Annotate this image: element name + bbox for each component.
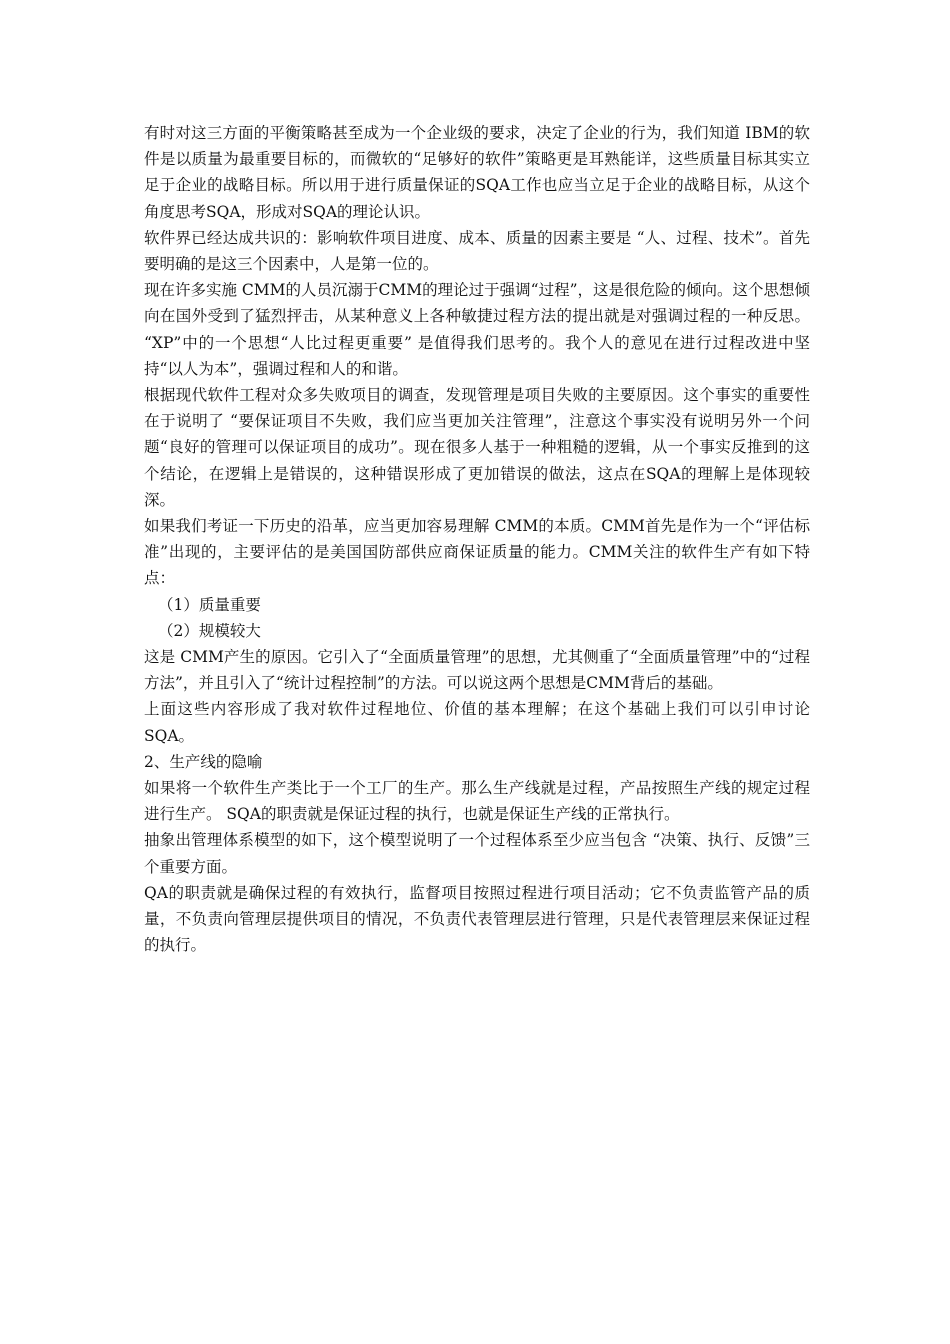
document-body bbox=[144, 120, 810, 959]
paragraph-balance-strategy: 有时对这三方面的平衡策略甚至成为一个企业级的要求，决定了企业的行为，我们知道 IBM的软件是以质量为最重要目标的，而微软的“足够好的软件”策略更是耳熟能详，这些质量目标其实立足于企业的战略目标。所以用于进行质量保证的SQA工作也应当立足于企业的战略目标，从这个角度思考SQA，形成对SQA的理论认识。 bbox=[144, 124, 810, 221]
paragraph-cmm-history: 如果我们考证一下历史的沿革，应当更加容易理解 CMM的本质。CMM首先是作为一个“评估标准”出现的，主要评估的是美国国防部供应商保证质量的能力。CMM关注的软件生产有如下特点： bbox=[144, 517, 810, 588]
list-item-quality-important: （1）质量重要 bbox=[158, 595, 261, 614]
paragraph-cmm-origin: 这是 CMM产生的原因。它引入了“全面质量管理”的思想，尤其侧重了“全面质量管理”中的“过程方法”，并且引入了“统计过程控制”的方法。可以说这两个思想是CMM背后的基础。 bbox=[144, 648, 810, 693]
paragraph-production-analogy: 如果将一个软件生产类比于一个工厂的生产。那么生产线就是过程，产品按照生产线的规定过程进行生产。 SQA的职责就是保证过程的执行，也就是保证生产线的正常执行。 bbox=[144, 779, 810, 824]
paragraph-consensus-factors: 软件界已经达成共识的：影响软件项目进度、成本、质量的因素主要是 “人、过程、技术”。首先要明确的是这三个因素中，人是第一位的。 bbox=[144, 228, 810, 274]
paragraph-management-model: 抽象出管理体系模型的如下，这个模型说明了一个过程体系至少应当包含 “决策、执行、反馈”三个重要方面。 bbox=[144, 831, 810, 876]
paragraph-qa-responsibility: QA的职责就是确保过程的有效执行，监督项目按照过程进行项目活动；它不负责监管产品的质量，不负责向管理层提供项目的情况，不负责代表管理层进行管理，只是代表管理层来保证过程的执行。 bbox=[144, 883, 810, 955]
list-item-large-scale: （2）规模较大 bbox=[158, 621, 261, 640]
paragraph-basic-understanding: 上面这些内容形成了我对软件过程地位、价值的基本理解；在这个基础上我们可以引申讨论 SQA。 bbox=[144, 700, 810, 745]
paragraph-failure-survey: 根据现代软件工程对众多失败项目的调查，发现管理是项目失败的主要原因。这个事实的重要性在于说明了 “要保证项目不失败，我们应当更加关注管理”，注意这个事实没有说明另外一个问题“良好的管理可以保证项目的成功”。现在很多人基于一种粗糙的逻辑，从一个事实反推到的这个结论，在逻辑上是错误的，这种错误形成了更加错误的做法，这点在SQA的理解上是体现较深。 bbox=[144, 386, 810, 509]
section-heading-production-line: 2、生产线的隐喻 bbox=[144, 752, 263, 771]
paragraph-cmm-process-overemphasis: 现在许多实施 CMM的人员沉溺于CMM的理论过于强调“过程”，这是很危险的倾向。这个思想倾向在国外受到了猛烈抨击，从某种意义上各种敏捷过程方法的提出就是对强调过程的一种反思。 “XP”中的一个思想“人比过程更重要” 是值得我们思考的。我个人的意见在进行过程改进中坚持“以人为本”，强调过程和人的和谐。 bbox=[144, 281, 810, 378]
